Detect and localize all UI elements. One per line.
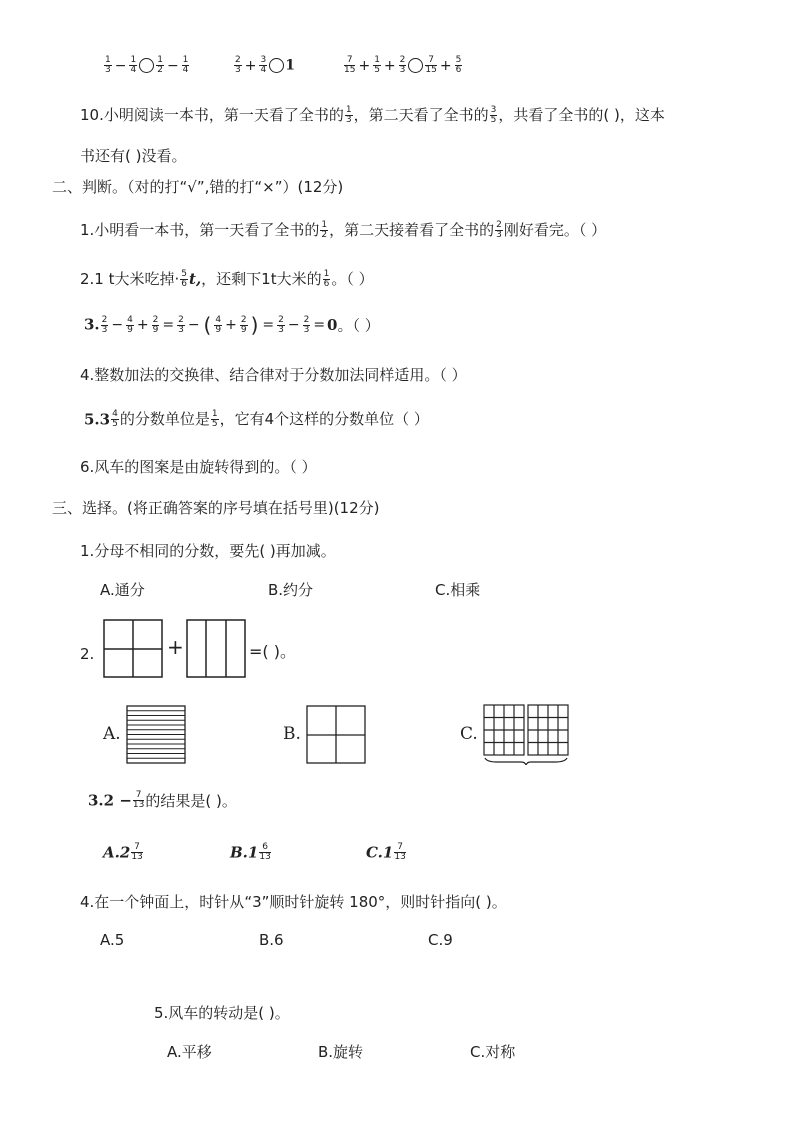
frac-den: 15 bbox=[425, 65, 437, 75]
frac-num: 6 bbox=[259, 843, 270, 853]
frac-den: 3 bbox=[303, 324, 310, 335]
figure-square-quarters bbox=[103, 619, 163, 678]
compare-circle[interactable] bbox=[269, 58, 284, 73]
frac-den: 6 bbox=[181, 279, 188, 289]
frac-num: 2 bbox=[278, 314, 284, 325]
frac-den: 9 bbox=[240, 324, 247, 335]
frac-num: 1 bbox=[345, 105, 352, 115]
s3-q1-option-b[interactable]: B.约分 bbox=[268, 581, 314, 599]
frac-den: 2 bbox=[157, 65, 163, 75]
compare-circle[interactable] bbox=[408, 58, 423, 73]
text: 3. bbox=[84, 315, 100, 334]
frac-den: 4 bbox=[130, 65, 137, 75]
frac-num: 1 bbox=[157, 55, 163, 65]
frac-num: 2 bbox=[240, 314, 247, 325]
s3-q1: 1.分母不相同的分数，要先( )再加减。 bbox=[80, 542, 336, 560]
s3-q3-option-c[interactable] bbox=[366, 843, 407, 862]
compare-rhs: 1 bbox=[285, 57, 295, 74]
figure-square-thirds bbox=[186, 619, 246, 678]
figure-option-b-quarters[interactable] bbox=[306, 705, 366, 764]
frac-num: 5 bbox=[181, 269, 188, 279]
s3-q2-option-c-label[interactable]: C. bbox=[460, 724, 478, 744]
frac-den: 6 bbox=[323, 279, 330, 289]
frac-den: 13 bbox=[259, 852, 271, 862]
s3-q2-tail: =( )。 bbox=[249, 642, 296, 661]
frac-den: 2 bbox=[321, 230, 328, 240]
text: 1.小明看一本书，第一天看了全书的 bbox=[80, 221, 320, 239]
unit: t, bbox=[189, 270, 202, 288]
frac-num: 2 bbox=[178, 314, 184, 325]
text: ，第二天接着看了全书的 bbox=[329, 221, 495, 239]
text: 10.小明阅读一本书，第一天看了全书的 bbox=[80, 106, 344, 124]
frac-num: 7 bbox=[344, 56, 355, 66]
compare-circle[interactable] bbox=[139, 58, 154, 73]
s3-q5-option-c[interactable]: C.对称 bbox=[470, 1043, 516, 1061]
frac-den: 5 bbox=[490, 115, 497, 125]
frac-den: 9 bbox=[127, 324, 133, 335]
s2-q4: 4.整数加法的交换律、结合律对于分数加法同样适用。（ ） bbox=[80, 366, 467, 384]
figure-option-a-twelfths[interactable] bbox=[126, 705, 186, 764]
plus-sign: + bbox=[167, 635, 184, 659]
frac-den: 5 bbox=[211, 419, 218, 429]
frac-num: 4 bbox=[127, 314, 133, 325]
frac-num: 1 bbox=[211, 409, 218, 419]
s2-q3: 3. $\frac{2}{3}$ − $\frac{4}{9}$ + $\frac{2}{9}$ = $\frac{2}{3}$ − ( $\frac{4}{9}$ + $\frac{2}{9}$ ) = $\frac{2}{3}$ − $\frac{2}{3}$ = 0。（ ） bbox=[84, 313, 380, 337]
frac-num: 3 bbox=[490, 105, 497, 115]
frac-den: 3 bbox=[235, 65, 241, 75]
frac-num: 7 bbox=[425, 56, 436, 66]
s3-q1-option-c[interactable]: C.相乘 bbox=[435, 581, 481, 599]
mixed-whole: 3 bbox=[99, 410, 111, 429]
text: 。（ ） bbox=[331, 270, 374, 288]
s3-q2-option-b-label[interactable]: B. bbox=[283, 724, 301, 744]
frac-den: 4 bbox=[182, 65, 189, 75]
text: 。（ ） bbox=[337, 316, 380, 335]
s3-q5-option-b[interactable]: B.旋转 bbox=[318, 1043, 364, 1061]
frac-den: 3 bbox=[178, 324, 184, 335]
frac-num: 2 bbox=[152, 314, 159, 325]
s3-q3-option-b[interactable] bbox=[230, 843, 272, 862]
frac-den: 13 bbox=[394, 852, 406, 862]
frac-den: 3 bbox=[105, 65, 111, 75]
text: 2.1 t大米吃掉· bbox=[80, 270, 180, 288]
text: C.1 bbox=[366, 843, 394, 862]
text: B.1 bbox=[230, 843, 259, 862]
text: ，它有4个这样的分数单位（ ） bbox=[219, 410, 429, 428]
frac-num: 4 bbox=[112, 409, 118, 419]
s3-q4-option-a[interactable]: A.5 bbox=[100, 931, 125, 949]
frac-den: 9 bbox=[152, 324, 159, 335]
frac-den: 3 bbox=[496, 230, 502, 240]
frac-den: 3 bbox=[278, 324, 284, 335]
frac-num: 2 bbox=[235, 55, 241, 65]
q10-line1 bbox=[80, 104, 665, 125]
text: ，共看了全书的( )，这本 bbox=[498, 106, 665, 124]
text: A.2 bbox=[103, 843, 131, 862]
s2-q2 bbox=[80, 268, 374, 289]
compare-expr-2: $\frac{2}{3}$ + $\frac{3}{4}$ 1 bbox=[235, 55, 295, 75]
s2-q6: 6.风车的图案是由旋转得到的。（ ） bbox=[80, 458, 317, 476]
s2-q5 bbox=[84, 408, 429, 429]
frac-den: 13 bbox=[131, 852, 143, 862]
text: 的分数单位是 bbox=[119, 410, 210, 428]
s3-q4: 4.在一个钟面上，时针从“3”顺时针旋转 180°，则时针指向( )。 bbox=[80, 893, 507, 911]
frac-num: 1 bbox=[323, 269, 330, 279]
frac-num: 7 bbox=[131, 843, 142, 853]
frac-den: 13 bbox=[132, 800, 145, 810]
frac-num: 2 bbox=[399, 55, 406, 65]
text: 的结果是( )。 bbox=[145, 792, 237, 810]
section3-title: 三、选择。(将正确答案的序号填在括号里)(12分) bbox=[52, 499, 380, 517]
compare-expr-1: $\frac{1}{3}$ − $\frac{1}{4}$ $\frac{1}{2}$ − $\frac{1}{4}$ bbox=[105, 55, 189, 75]
s3-q3 bbox=[88, 790, 237, 811]
frac-num: 1 bbox=[374, 55, 380, 65]
frac-num: 2 bbox=[496, 220, 502, 230]
s3-q2-number: 2. bbox=[80, 645, 95, 663]
text: 3.2 − bbox=[88, 791, 132, 810]
frac-num: 2 bbox=[101, 314, 108, 325]
s3-q2-option-a-label[interactable]: A. bbox=[103, 724, 121, 744]
frac-den: 3 bbox=[101, 324, 108, 335]
q10-line2: 书还有( )没看。 bbox=[80, 147, 187, 165]
compare-expr-3: $\frac{7}{15}$ + $\frac{1}{5}$ + $\frac{2}{3}$ $\frac{7}{15}$ + $\frac{5}{6}$ bbox=[344, 55, 462, 75]
frac-den: 5 bbox=[374, 65, 380, 75]
text: ，还剩下1t大米的 bbox=[201, 270, 322, 288]
text: 刚好看完。（ ） bbox=[503, 221, 607, 239]
frac-den: 3 bbox=[399, 65, 406, 75]
frac-den: 3 bbox=[345, 115, 352, 125]
frac-den: 5 bbox=[112, 419, 118, 429]
s3-q4-option-c[interactable]: C.9 bbox=[428, 931, 453, 949]
frac-num: 1 bbox=[105, 55, 111, 65]
text: ，第二天看了全书的 bbox=[353, 106, 489, 124]
s3-q5-option-a[interactable]: A.平移 bbox=[167, 1043, 212, 1061]
frac-den: 15 bbox=[344, 65, 356, 75]
frac-num: 3 bbox=[260, 55, 267, 65]
s3-q5: 5.风车的转动是( )。 bbox=[154, 1004, 290, 1022]
s2-q1 bbox=[80, 219, 606, 240]
s3-q1-option-a[interactable]: A.通分 bbox=[100, 581, 145, 599]
s3-q4-option-b[interactable]: B.6 bbox=[259, 931, 284, 949]
frac-num: 4 bbox=[215, 314, 222, 325]
frac-den: 6 bbox=[455, 65, 462, 75]
frac-num: 1 bbox=[321, 220, 328, 230]
frac-num: 5 bbox=[455, 55, 462, 65]
text: 5. bbox=[84, 410, 100, 429]
frac-num: 2 bbox=[303, 314, 310, 325]
frac-num: 1 bbox=[130, 55, 137, 65]
frac-num: 7 bbox=[394, 843, 405, 853]
figure-option-c-grids[interactable] bbox=[483, 704, 569, 765]
section2-title: 二、判断。（对的打“√”,错的打“×”）(12分) bbox=[52, 178, 344, 196]
frac-den: 9 bbox=[215, 324, 222, 335]
frac-num: 7 bbox=[133, 791, 144, 801]
frac-num: 1 bbox=[182, 55, 189, 65]
result: 0 bbox=[327, 316, 338, 334]
s3-q3-option-a[interactable] bbox=[103, 843, 144, 862]
frac-den: 4 bbox=[260, 65, 267, 75]
